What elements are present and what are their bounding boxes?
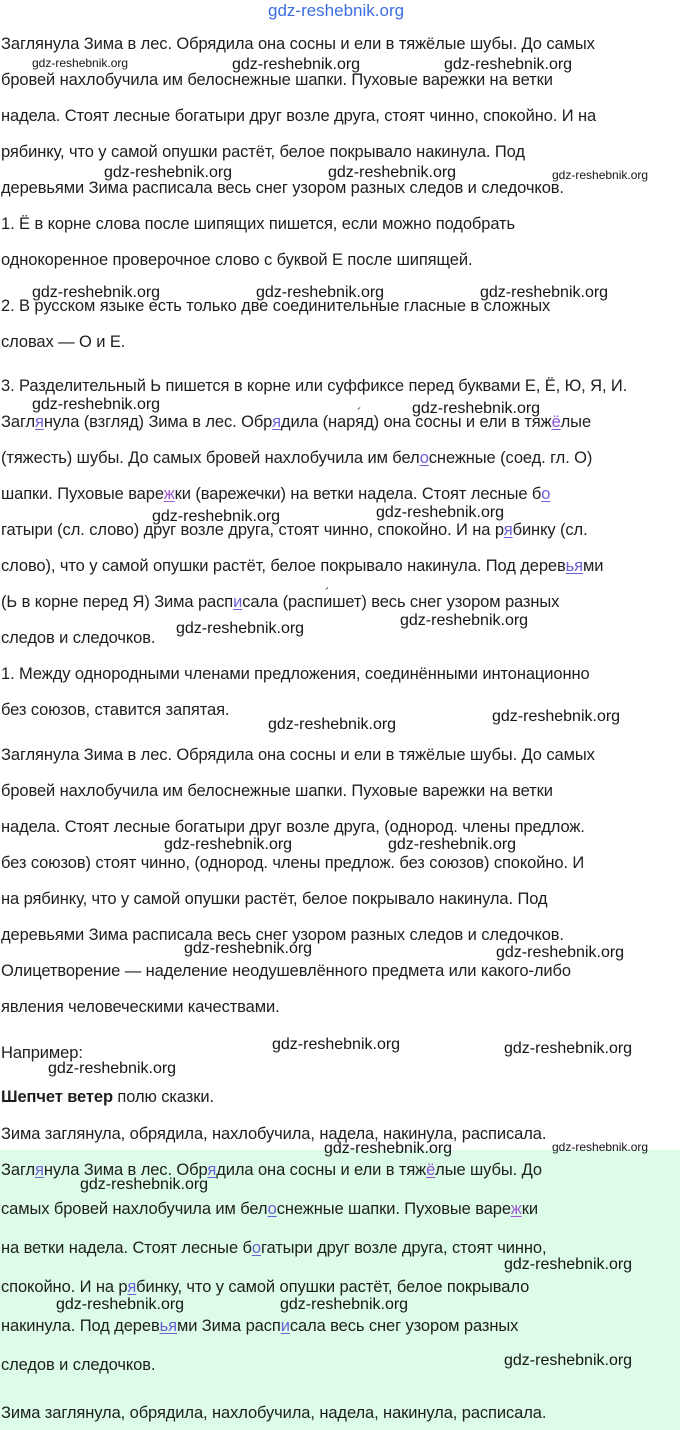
text-line: деревьями Зима расписала весь снег узором разных следов и следочков. (1, 179, 564, 197)
annotated-line: (Ь в корне перед Я) Зима расписала (распи ´шет) весь снег узором разных (0, 592, 680, 612)
annotated-line: Заглянула (взгля ´д) Зима в лес. Обрядила (наря ´д) она сосны и ели в тяжёлые (0, 412, 680, 432)
watermark: gdz-reshebnik.org (176, 620, 305, 637)
underlined-letter: и (280, 1317, 290, 1335)
watermark: gdz-reshebnik.org (164, 836, 293, 853)
answer-line: на ветки надела. Стоят лесные богатыри друг возле друга, стоят чинно, (1, 1239, 547, 1257)
rule-line: однокоренное проверочное слово с буквой Е после шипящей. (1, 251, 473, 269)
text-line: деревьями Зима расписала весь снег узором разных следов и следочков. (1, 926, 564, 944)
watermark: gdz-reshebnik.org (444, 56, 573, 73)
rule-line: 3. Разделительный Ь пишется в корне или суффиксе перед буквами Е, Ё, Ю, Я, И. (1, 377, 628, 395)
annotated-line: шапки. Пуховые варежки (варежечки) на ветки надела. Стоят лесные бо (1, 485, 551, 503)
text-line: рябинку, что у самой опушки растёт, белое покрывало накинула. Под (1, 143, 525, 161)
definition-line: явления человеческими качествами. (1, 998, 280, 1016)
watermark: gdz-reshebnik.org (504, 1352, 633, 1369)
rule-line: 1. Ё в корне слова после шипящих пишется, если можно подобрать (1, 215, 515, 233)
watermark: gdz-reshebnik.org (280, 1296, 409, 1313)
answer-line: Заглянула Зима в лес. Обрядила она сосны и ели в тяжёлые шубы. До (1, 1161, 542, 1179)
watermark: gdz-reshebnik.org (232, 56, 361, 73)
underlined-letter: о (419, 449, 429, 467)
watermark: gdz-reshebnik.org (48, 1060, 177, 1077)
example-line: Шепчет ветер полю сказки. (1, 1088, 214, 1106)
verbs-line: Зима заглянула, обрядила, нахлобучила, надела, накинула, расписала. (1, 1125, 547, 1143)
text-line: бровей нахлобучила им белоснежные шапки. Пуховые варежки на ветки (1, 782, 553, 800)
watermark: gdz-reshebnik.org (496, 944, 625, 961)
watermark: gdz-reshebnik.org (324, 1140, 453, 1157)
underlined-letter: ья (159, 1317, 177, 1335)
answer-line: накинула. Под деревьями Зима расписала весь снег узором разных (1, 1317, 519, 1335)
underlined-letter: о (267, 1200, 277, 1218)
watermark: gdz-reshebnik.org (480, 284, 609, 301)
underlined-letter: я (503, 521, 513, 539)
rule-line: 1. Между однородными членами предложения, соединёнными интонационно (1, 665, 590, 683)
watermark: gdz-reshebnik.org (504, 1256, 633, 1273)
text-line: на рябинку, что у самой опушки растёт, белое покрывало накинула. Под (1, 890, 548, 908)
watermark: gdz-reshebnik.org (272, 1036, 401, 1053)
answer-line: спокойно. И на рябинку, что у самой опушки растёт, белое покрывало (1, 1278, 530, 1296)
underlined-letter: я (35, 1161, 44, 1179)
watermark: gdz-reshebnik.org (56, 1296, 185, 1313)
example-label: Например: (1, 1044, 83, 1062)
annotated-line: гатыри (сл. слово) друг возле друга, стоят чинно, спокойно. И на рябинку (сл. (1, 521, 588, 539)
watermark: gdz-reshebnik.org (184, 940, 313, 957)
text-line: надела. Стоят лесные богатыри друг возле друга, (однород. члены предлож. (1, 818, 585, 836)
underlined-letter: я (35, 413, 44, 431)
watermark: gdz-reshebnik.org (32, 284, 161, 301)
stressed-letter: я ´ (355, 412, 364, 432)
watermark: gdz-reshebnik.org (376, 504, 505, 521)
watermark: gdz-reshebnik.org (80, 1176, 209, 1193)
watermark: gdz-reshebnik.org (552, 1140, 649, 1154)
watermark: gdz-reshebnik.org (388, 836, 517, 853)
answer-line: самых бровей нахлобучила им белоснежные шапки. Пуховые варежки (1, 1200, 538, 1218)
rule-line: без союзов, ставится запятая. (1, 701, 230, 719)
text-line: Заглянула Зима в лес. Обрядила она сосны и ели в тяжёлые шубы. До самых (1, 35, 595, 53)
watermark: gdz-reshebnik.org (412, 400, 541, 417)
rule-line: словах — О и Е. (1, 333, 126, 351)
watermark: gdz-reshebnik.org (400, 612, 529, 629)
underlined-letter: и (233, 593, 243, 611)
rule-line: 2. В русском языке есть только две соединительные гласные в сложных (1, 297, 551, 315)
watermark: gdz-reshebnik.org (268, 716, 397, 733)
text-line: надела. Стоят лесные богатыри друг возле друга, стоят чинно, спокойно. И на (1, 107, 597, 125)
watermark: gdz-reshebnik.org (104, 164, 233, 181)
annotated-line: слово), что у самой опушки растёт, белое покрывало накинула. Под деревьями (1, 557, 604, 575)
annotated-line: (тяжесть) шубы. До самых бровей нахлобучила им белоснежные (соед. гл. О) (1, 449, 593, 467)
stressed-letter: и ´ (323, 592, 332, 612)
underlined-letter: ё (551, 413, 561, 431)
underlined-letter: ж (510, 1200, 522, 1218)
text-line: Заглянула Зима в лес. Обрядила она сосны и ели в тяжёлые шубы. До самых (1, 746, 595, 764)
definition-line: Олицетворение — наделение неодушевлённого предмета или какого-либо (1, 962, 571, 980)
annotated-line: следов и следочков. (1, 629, 156, 647)
watermark: gdz-reshebnik.org (492, 708, 621, 725)
stressed-letter: я ´ (120, 412, 129, 432)
watermark-top: gdz-reshebnik.org (268, 1, 405, 20)
answer-line: следов и следочков. (1, 1356, 156, 1374)
underlined-letter: ё (426, 1161, 436, 1179)
underlined-letter: я (207, 1161, 217, 1179)
text-line: бровей нахлобучила им белоснежные шапки. Пуховые варежки на ветки (1, 71, 553, 89)
text-line: без союзов) стоят чинно, (однород. члены предлож. без союзов) спокойно. И (1, 854, 585, 872)
watermark: gdz-reshebnik.org (152, 508, 281, 525)
watermark: gdz-reshebnik.org (504, 1040, 633, 1057)
underlined-letter: ж (163, 485, 175, 503)
underlined-letter: ья (565, 557, 584, 575)
underlined-letter: о (251, 1239, 261, 1257)
watermark: gdz-reshebnik.org (552, 168, 649, 182)
watermark: gdz-reshebnik.org (328, 164, 457, 181)
underlined-letter: я (272, 413, 281, 431)
watermark: gdz-reshebnik.org (32, 396, 161, 413)
underlined-letter: о (541, 485, 551, 503)
watermark: gdz-reshebnik.org (32, 56, 129, 70)
watermark: gdz-reshebnik.org (256, 284, 385, 301)
answer-verbs-line: Зима заглянула, обрядила, нахлобучила, надела, накинула, расписала. (1, 1404, 547, 1422)
underlined-letter: я (127, 1278, 137, 1296)
